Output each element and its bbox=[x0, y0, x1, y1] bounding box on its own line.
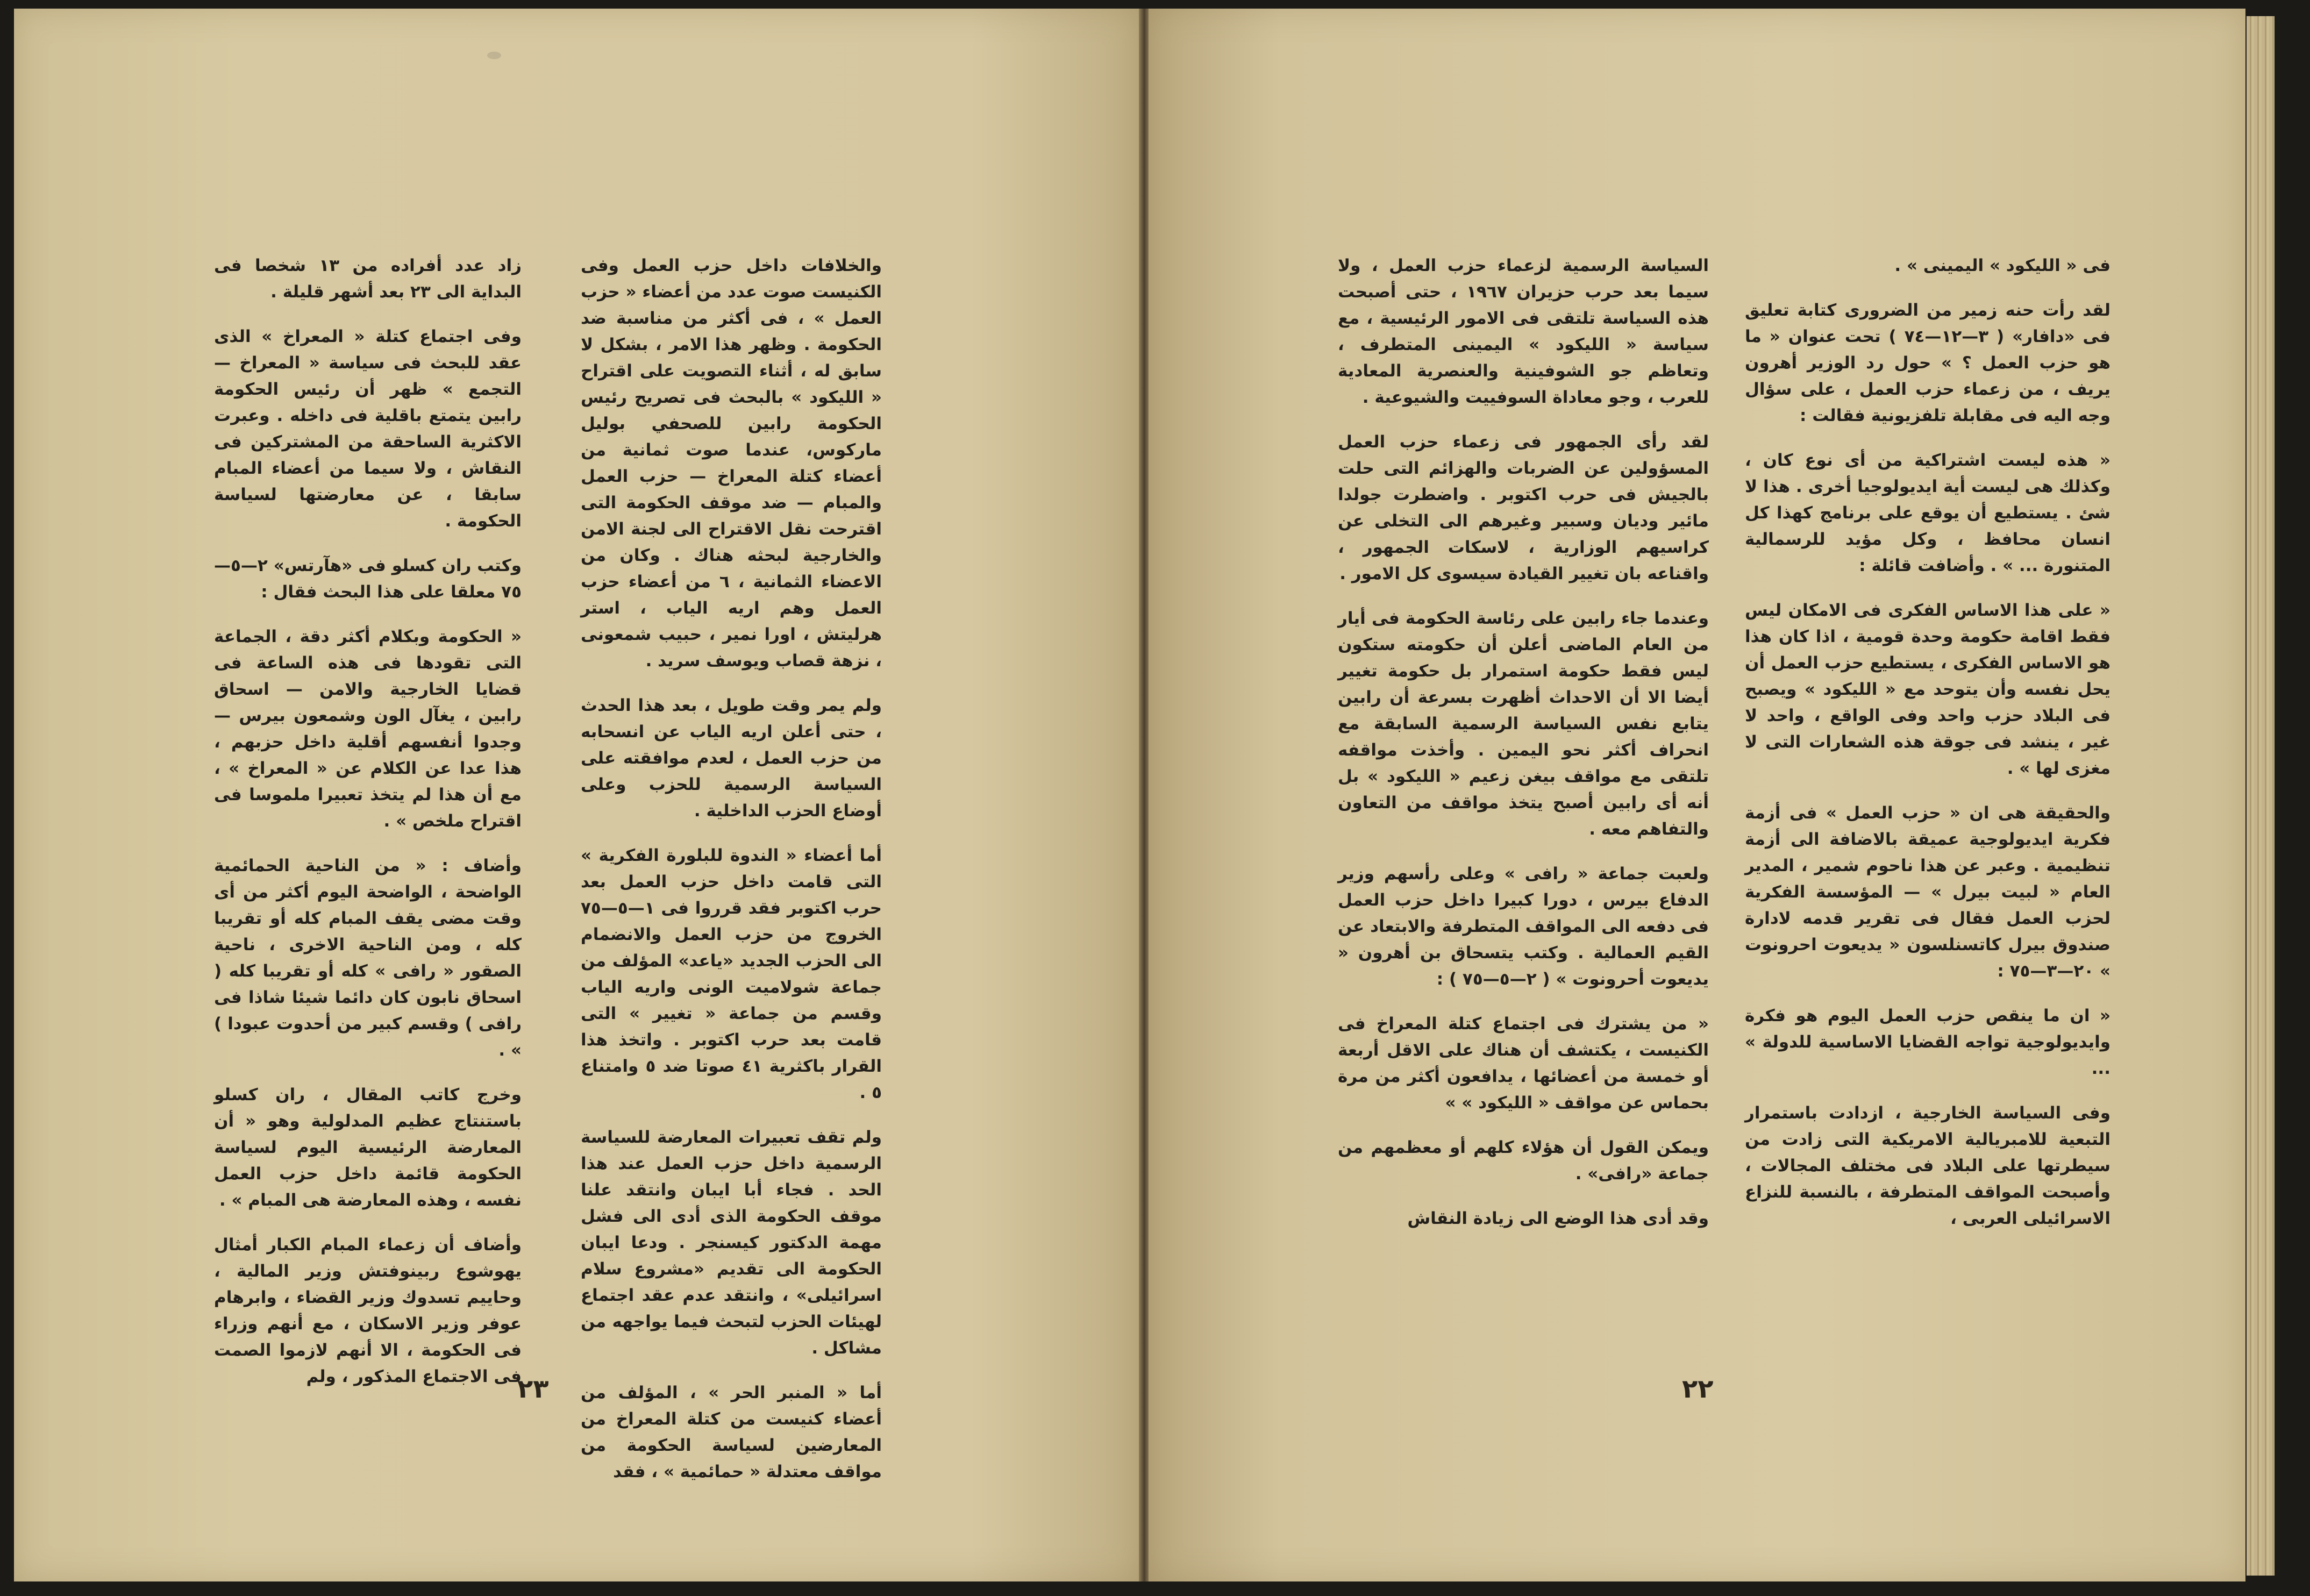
right-page-right-column bbox=[1745, 253, 2111, 1250]
paragraph: ولم يمر وقت طويل ، بعد هذا الحدث ، حتى أعلن اريه الياب عن انسحابه من حزب العمل ، لعدم موافقته على السياسة الرسمية للحزب وعلى أوضاع الحزب الداخلية . bbox=[581, 696, 882, 821]
paragraph: وكتب ران كسلو فى «هآرتس» ٢—٥—٧٥ معلقا على هذا البحث فقال : bbox=[214, 556, 522, 602]
paragraph: وفى اجتماع كتلة « المعراخ » الذى عقد للبحث فى سياسة « المعراخ — التجمع » ظهر أن رئيس الحكومة رابين يتمتع باقلية فى داخله . وعبرت الاكثرية الساحقة من المشتركين فى النقاش ، ولا سيما من أعضاء المبام سابقا ، عن معارضتها لسياسة الحكومة . bbox=[214, 327, 522, 531]
paragraph: « ان ما ينقص حزب العمل اليوم هو فكرة وايديولوجية تواجه القضايا الاساسية للدولة » ... bbox=[1745, 1006, 2111, 1078]
right-page-number: ٢٢ bbox=[1682, 1374, 1714, 1404]
left-page bbox=[14, 9, 1140, 1581]
print-smudge bbox=[487, 52, 501, 59]
paragraph: ولم تقف تعبيرات المعارضة للسياسة الرسمية داخل حزب العمل عند هذا الحد . فجاء أبا ايبان وانتقد علنا موقف الحكومة الذى أدى الى فشل مهمة الدكتور كيسنجر . ودعا ايبان الحكومة الى تقديم «مشروع سلام اسرائيلى» ، وانتقد عدم عقد اجتماع لهيئات الحزب لتبحث فيما يواجهه من مشاكل . bbox=[581, 1128, 882, 1358]
paragraph: وأضاف أن زعماء المبام الكبار أمثال يهوشوع ربينوفتش وزير المالية ، وحاييم تسدوك وزير القضاء ، وابرهام عوفر وزير الاسكان ، مع أنهم وزراء فى الحكومة ، الا أنهم لازموا الصمت فى الاجتماع المذكور ، ولم bbox=[214, 1235, 522, 1386]
paragraph: والحقيقة هى ان « حزب العمل » فى أزمة فكرية ايديولوجية عميقة بالاضافة الى أزمة تنظيمية . وعبر عن هذا ناحوم شمير ، المدير العام « لبيت بيرل » — المؤسسة الفكرية لحزب العمل فقال فى تقرير قدمه لادارة صندوق بيرل كاتسنلسون « يديعوت احرونوت » ٢٠—٣—٧٥ : bbox=[1745, 803, 2111, 981]
paragraph: أما أعضاء « الندوة للبلورة الفكرية » التى قامت داخل حزب العمل بعد حرب اكتوبر فقد قرروا فى ١—٥—٧٥ الخروج من حزب العمل والانضمام الى الحزب الجديد «ياعد» المؤلف من جماعة شولاميت الونى واريه الياب وقسم من جماعة « تغيير » التى قامت بعد حرب اكتوبر . واتخذ هذا القرار باكثرية ٤١ صوتا ضد ٥ وامتناع ٥ . bbox=[581, 846, 882, 1102]
paragraph: « من يشترك فى اجتماع كتلة المعراخ فى الكنيست ، يكتشف أن هناك على الاقل أربعة أو خمسة من أعضائها ، يدافعون أكثر من مرة بحماس عن مواقف « الليكود » » bbox=[1338, 1014, 1709, 1113]
paragraph: ولعبت جماعة « رافى » وعلى رأسهم وزير الدفاع بيرس ، دورا كبيرا داخل حزب العمل فى دفعه الى المواقف المتطرفة والابتعاد عن القيم العمالية . وكتب يتسحاق بن أهرون « يديعوت أحرونوت » ( ٢—٥—٧٥ ) : bbox=[1338, 864, 1709, 989]
paragraph: ويمكن القول أن هؤلاء كلهم أو معظمهم من جماعة «رافى» . bbox=[1338, 1138, 1709, 1184]
paragraph: أما « المنبر الحر » ، المؤلف من أعضاء كنيست من كتلة المعراخ من المعارضين لسياسة الحكومة من مواقف معتدلة « حمائمية » ، فقد bbox=[581, 1383, 882, 1481]
right-page-left-column bbox=[1338, 253, 1709, 1250]
book-gutter bbox=[1139, 9, 1150, 1581]
paragraph: السياسة الرسمية لزعماء حزب العمل ، ولا سيما بعد حرب حزيران ١٩٦٧ ، حتى أصبحت هذه السياسة تلتقى فى الامور الرئيسية ، مع سياسة « الليكود » اليمينى المتطرف ، وتعاظم جو الشوفينية والعنصرية المعادية للعرب ، وجو معاداة السوفييت والشيوعية . bbox=[1338, 256, 1709, 407]
paragraph: لقد رأت حنه زمير من الضرورى كتابة تعليق فى «دافار» ( ٣—١٢—٧٤ ) تحت عنوان « ما هو حزب العمل ؟ » حول رد الوزير أهرون يريف ، من زعماء حزب العمل ، على سؤال وجه اليه فى مقابلة تلفزيونية فقالت : bbox=[1745, 301, 2111, 425]
left-page-number: ٢٣ bbox=[517, 1374, 549, 1404]
paragraph: « هذه ليست اشتراكية من أى نوع كان ، وكذلك هى ليست أية ايديولوجيا أخرى . هذا لا شئ . يستطيع أن يوقع على برنامج كهذا كل انسان محافظ ، وكل مؤيد للرسمالية المتنورة ... » . وأضافت قائلة : bbox=[1745, 451, 2111, 575]
paragraph: والخلافات داخل حزب العمل وفى الكنيست صوت عدد من أعضاء « حزب العمل » ، فى أكثر من مناسبة ضد الحكومة . وظهر هذا الامر ، بشكل لا سابق له ، أثناء التصويت على اقتراح « الليكود » بالبحث فى تصريح رئيس الحكومة رابين للصحفي بوليل ماركوس، عندما صوت ثمانية من أعضاء كتلة المعراخ — حزب العمل والمبام — ضد موقف الحكومة التى اقترحت نقل الاقتراح الى لجنة الامن والخارجية لبحثه هناك . وكان من الاعضاء الثمانية ، ٦ من أعضاء حزب العمل وهم اريه الياب ، استر هرليتش ، اورا نمير ، حبيب شمعونى ، نزهة قصاب ويوسف سريد . bbox=[581, 256, 882, 671]
page-edges bbox=[2247, 16, 2275, 1576]
paragraph: وعندما جاء رابين على رئاسة الحكومة فى أيار من العام الماضى أعلن أن حكومته ستكون ليس فقط حكومة استمرار بل حكومة تغيير أيضا الا أن الاحداث أظهرت بسرعة أن رابين يتابع نفس السياسة الرسمية السابقة مع انحراف أكثر نحو اليمين . وأخذت مواقفه تلتقى مع مواقف بيغن زعيم « الليكود » بل أنه أى رابين أصبح يتخذ مواقف من التعاون والتفاهم معه . bbox=[1338, 609, 1709, 839]
paragraph: زاد عدد أفراده من ١٣ شخصا فى البداية الى ٢٣ بعد أشهر قليلة . bbox=[214, 256, 522, 302]
paragraph: وقد أدى هذا الوضع الى زيادة النقاش bbox=[1407, 1209, 1709, 1228]
paragraph: وخرج كاتب المقال ، ران كسلو باستنتاج عظيم المدلولية وهو « أن المعارضة الرئيسية اليوم لسياسة الحكومة قائمة داخل حزب العمل نفسه ، وهذه المعارضة هى المبام » . bbox=[214, 1085, 522, 1210]
left-page-left-column bbox=[214, 253, 522, 1408]
paragraph: « على هذا الاساس الفكرى فى الامكان ليس فقط اقامة حكومة وحدة قومية ، اذا كان هذا هو الاساس الفكرى ، يستطيع حزب العمل أن يحل نفسه وأن يتوحد مع « الليكود » ويصبح فى البلاد حزب واحد وفى الواقع ، واحد لا غير ، ينشد فى جوقة هذه الشعارات التى لا مغزى لها » . bbox=[1745, 601, 2111, 778]
left-page-right-column bbox=[581, 253, 882, 1504]
paragraph: فى « الليكود » اليمينى » . bbox=[1894, 256, 2111, 275]
paragraph: وفى السياسة الخارجية ، ازدادت باستمرار التبعية للامبريالية الامريكية التى زادت من سيطرتها على البلاد فى مختلف المجالات ، وأصبحت المواقف المتطرفة ، بالنسبة للنزاع الاسرائيلى العربى ، bbox=[1745, 1103, 2111, 1228]
paragraph: لقد رأى الجمهور فى زعماء حزب العمل المسؤولين عن الضربات والهزائم التى حلت بالجيش فى حرب اكتوبر . واضطرت جولدا مائير وديان وسبير وغيرهم الى التخلى عن كراسيهم الوزارية ، لاسكات الجمهور ، واقناعه بان تغيير القيادة سيسوى كل الامور . bbox=[1338, 432, 1709, 583]
paragraph: وأضاف : « من الناحية الحمائمية الواضحة ، الواضحة اليوم أكثر من أى وقت مضى يقف المبام كله أو تقريبا كله ، ومن الناحية الاخرى ، ناحية الصقور « رافى » كله أو تقريبا كله ( اسحاق نابون كان دائما شيئا شاذا فى رافى ) وقسم كبير من أحدوت عبودا ) » . bbox=[214, 856, 522, 1060]
paragraph: « الحكومة وبكلام أكثر دقة ، الجماعة التى تقودها فى هذه الساعة فى قضايا الخارجية والامن — اسحاق رابين ، يغآل الون وشمعون بيرس — وجدوا أنفسهم أقلية داخل حزبهم ، هذا عدا عن الكلام عن « المعراخ » ، مع أن هذا لم يتخذ تعبيرا ملموسا فى اقتراح ملخص » . bbox=[214, 627, 522, 831]
